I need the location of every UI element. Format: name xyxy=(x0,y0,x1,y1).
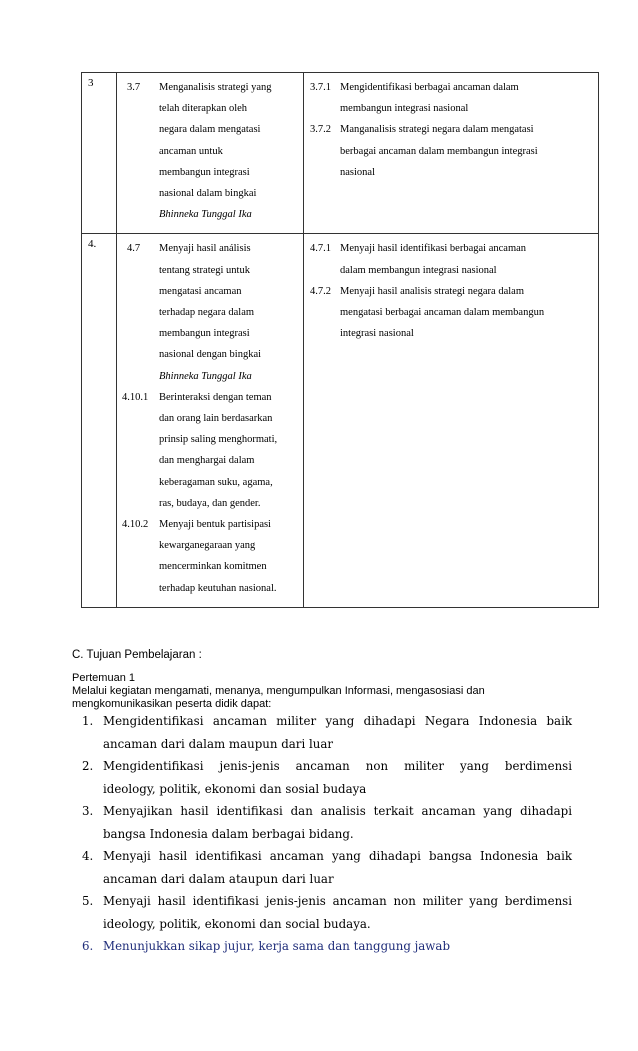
competency-text: keberagaman suku, agama, xyxy=(159,476,273,488)
indicator-number: 4.7.1 xyxy=(310,243,331,255)
list-number: 2. xyxy=(82,759,94,773)
list-number: 6. xyxy=(82,939,94,953)
competency-number: 4.10.1 xyxy=(122,391,149,403)
competency-text: Berinteraksi dengan teman xyxy=(159,391,272,403)
list-number: 1. xyxy=(82,714,94,728)
competency-text: telah diterapkan oleh xyxy=(159,103,248,115)
goal-text: Mengidentifikasi ancaman militer yang dihadapi Negara Indonesia baik xyxy=(103,714,572,728)
indicator-item xyxy=(310,281,592,345)
indicator-text: integrasi nasional xyxy=(340,328,414,340)
basic-competency-cell xyxy=(117,234,304,607)
competency-item xyxy=(123,77,297,225)
indicator-number: 4.7.2 xyxy=(310,285,331,297)
competency-text: ras, budaya, dan gender. xyxy=(159,497,261,509)
indicator-number: 3.7.2 xyxy=(310,124,331,136)
competency-text: Menyaji bentuk partisipasi xyxy=(159,519,271,531)
list-item xyxy=(72,800,572,845)
meeting-label: Pertemuan 1 xyxy=(72,672,135,684)
competency-text: Menyaji hasil análisis xyxy=(159,243,251,255)
learning-goals-list xyxy=(72,710,572,958)
competency-text: terhadap keutuhan nasional. xyxy=(159,582,277,594)
competency-number: 3.7 xyxy=(127,82,141,93)
list-item xyxy=(72,710,572,755)
goal-text: Menyajikan hasil identifikasi dan analisis terkait ancaman yang dihadapi xyxy=(103,804,572,818)
competency-text: dan orang lain berdasarkan xyxy=(159,413,273,425)
competency-text: negara dalam mengatasi xyxy=(159,124,261,136)
indicator-text: nasional xyxy=(340,166,375,178)
competency-text: ancaman untuk xyxy=(159,145,223,157)
competency-item xyxy=(123,238,297,386)
list-number: 5. xyxy=(82,894,94,908)
section-heading: C. Tujuan Pembelajaran : xyxy=(72,649,202,661)
indicator-number: 3.7.1 xyxy=(310,82,331,93)
indicator-text: Mengidentifikasi berbagai ancaman dalam xyxy=(340,82,519,93)
competency-text: nasional dalam bingkai xyxy=(159,188,257,200)
competency-text: membangun integrasi xyxy=(159,328,250,340)
competency-text: nasional dengan bingkai xyxy=(159,349,262,361)
competency-text-italic: Bhinneka Tunggal Ika xyxy=(159,370,252,382)
goal-text: Menyaji hasil identifikasi ancaman yang dihadapi bangsa Indonesia baik xyxy=(103,849,572,863)
indicator-text: membangun integrasi nasional xyxy=(340,103,469,115)
basic-competency-cell xyxy=(117,73,304,234)
competency-text: Menganalisis strategi yang xyxy=(159,82,272,93)
indicator-text: dalam membangun integrasi nasional xyxy=(340,264,497,276)
goal-text: Menunjukkan sikap jujur, kerja sama dan tanggung jawab xyxy=(103,939,450,953)
competency-text: mencerminkan komitmen xyxy=(159,561,267,573)
competency-number: 4.7 xyxy=(127,243,141,255)
indicator-text: Menyaji hasil identifikasi berbagai ancaman xyxy=(340,243,527,255)
indicator-text: mengatasi berbagai ancaman dalam membangun xyxy=(340,307,545,319)
competency-text: dan menghargai dalam xyxy=(159,455,255,467)
competency-text: tentang strategi untuk xyxy=(159,264,250,276)
meeting-intro xyxy=(72,672,592,711)
goal-text: Mengidentifikasi jenis-jenis ancaman non militer yang berdimensi xyxy=(103,759,572,773)
indicator-text: berbagai ancaman dalam membangun integrasi xyxy=(340,145,538,157)
indicator-cell xyxy=(304,73,599,234)
list-item xyxy=(72,890,572,935)
competency-item xyxy=(123,387,297,514)
list-item xyxy=(72,845,572,890)
competency-table xyxy=(81,72,599,608)
goal-text: ideology, politik, ekonomi dan social budaya. xyxy=(103,916,371,931)
list-number: 4. xyxy=(82,849,94,863)
list-number: 3. xyxy=(82,804,94,818)
indicator-item xyxy=(310,77,592,119)
competency-number: 4.10.2 xyxy=(122,519,149,531)
goal-text: bangsa Indonesia dalam berbagai bidang. xyxy=(103,826,354,841)
competency-text: kewarganegaraan yang xyxy=(159,540,256,552)
goal-text: ancaman dari dalam maupun dari luar xyxy=(103,736,334,751)
table-row xyxy=(82,73,599,234)
list-item xyxy=(72,935,572,958)
competency-text: prinsip saling menghormati, xyxy=(159,434,278,446)
competency-text-italic: Bhinneka Tunggal Ika xyxy=(159,209,252,221)
table-row xyxy=(82,234,599,607)
competency-text: terhadap negara dalam xyxy=(159,307,255,319)
indicator-text: Manganalisis strategi negara dalam mengatasi xyxy=(340,124,534,136)
row-number-cell xyxy=(82,234,117,607)
competency-text: mengatasi ancaman xyxy=(159,285,242,297)
indicator-text: Menyaji hasil analisis strategi negara dalam xyxy=(340,285,524,297)
list-item xyxy=(72,755,572,800)
competency-item xyxy=(123,514,297,599)
indicator-cell xyxy=(304,234,599,607)
goal-text: Menyaji hasil identifikasi jenis-jenis ancaman non militer yang berdimensi xyxy=(103,894,572,908)
indicator-item xyxy=(310,238,592,280)
intro-text: mengkomunikasikan peserta didik dapat: xyxy=(72,698,272,710)
indicator-item xyxy=(310,119,592,183)
goal-text: ancaman dari dalam ataupun dari luar xyxy=(103,871,334,886)
row-number: 3 xyxy=(88,77,94,89)
row-number: 4. xyxy=(88,238,97,251)
goal-text: ideology, politik, ekonomi dan sosial budaya xyxy=(103,781,367,796)
intro-text: Melalui kegiatan mengamati, menanya, mengumpulkan Informasi, mengasosiasi dan xyxy=(72,685,485,697)
competency-text: membangun integrasi xyxy=(159,166,250,178)
row-number-cell xyxy=(82,73,117,234)
